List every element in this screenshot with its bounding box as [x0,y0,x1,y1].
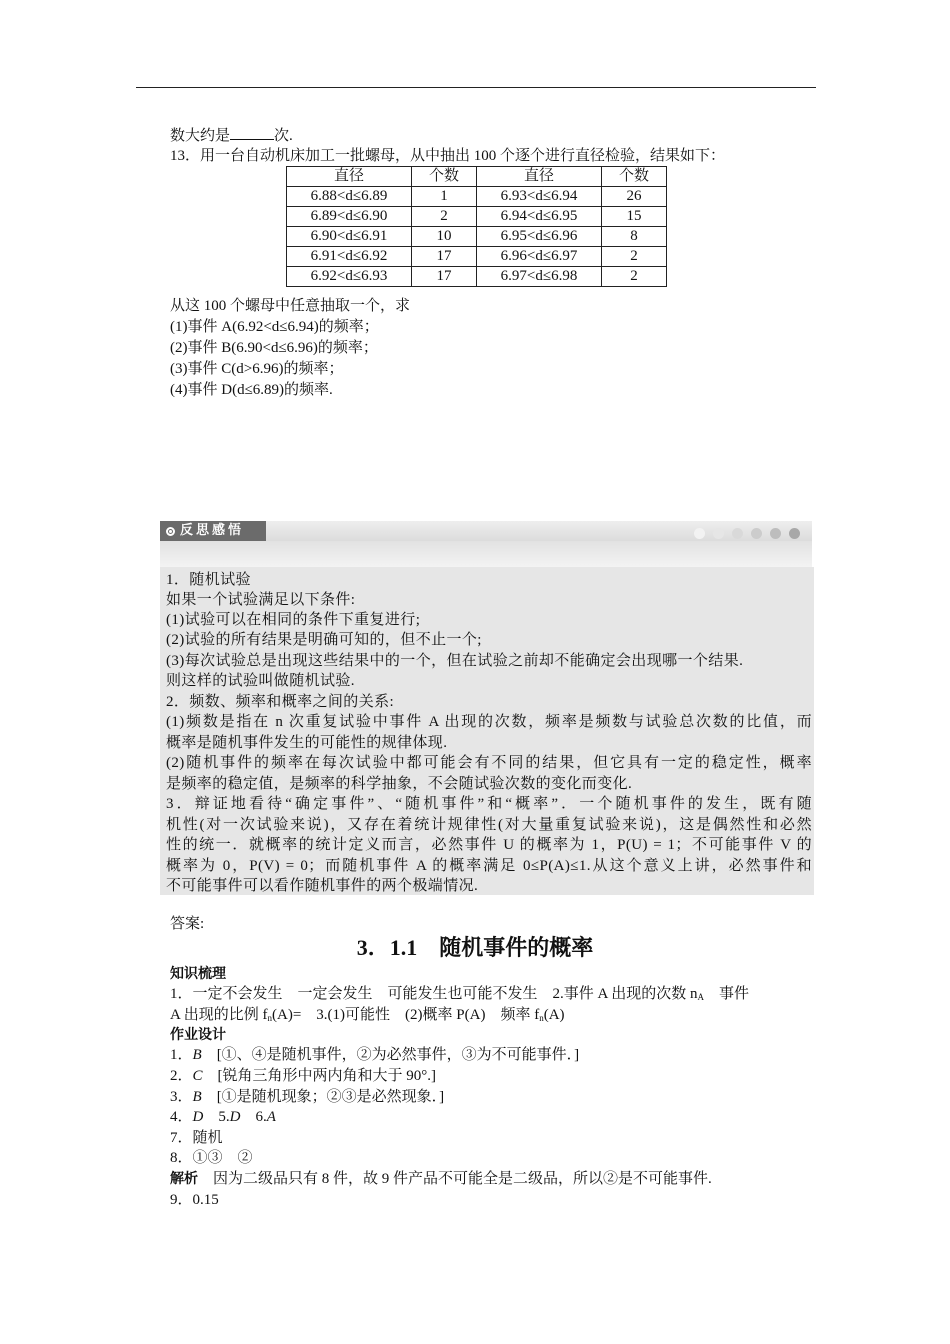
summary-line: 1．随机试验 [166,572,251,588]
answer-items-4-6: 4．D 5.D 6.A [170,1109,276,1125]
knowledge-heading: 知识梳理 [170,966,226,982]
dot-icon [770,528,781,539]
answer-item-7: 7．随机 [170,1130,223,1146]
answer-item-3: 3．B [①是随机现象；②③是必然现象．] [170,1089,445,1105]
table-cell: 15 [602,207,667,227]
dot-icon [751,528,762,539]
question-1: (1)事件 A(6.92<d≤6.94)的频率； [170,319,379,335]
summary-line: (2)试验的所有结果是明确可知的，但不止一个; [166,632,482,648]
summary-line: (3)每次试验总是出现这些结果中的一个，但在试验之前却不能确定会出现哪一个结果. [166,653,744,669]
answer-item-8: 8．①③ ② [170,1150,253,1166]
table-row [287,207,667,227]
problem-13-stem: 13．用一台自动机床加工一批螺母，从中抽出 100 个逐个进行直径检验，结果如下： [170,148,726,164]
knowledge-line-2: A 出现的比例 $f_n(A)=$ 3.(1)可能性 (2)概率 P(A) 频率 $f_n(A)$ [170,1007,565,1023]
table-cell: 6.97<d≤6.98 [477,267,602,287]
summary-line: 不可能事件可以看作随机事件的两个极端情况. [166,878,479,894]
table-cell: 17 [412,267,477,287]
summary-line: 概率为 0，P(V) = 0；而随机事件 A 的概率满足 0≤P(A)≤1.从这个意义上讲，必然事件和 [166,858,812,874]
table-cell: 8 [602,227,667,247]
dot-icon [789,528,800,539]
table-cell: 6.96<d≤6.97 [477,247,602,267]
table-cell: 17 [412,247,477,267]
table-header: 个数 [602,167,667,187]
banner-shade [160,541,812,567]
table-header: 直径 [287,167,412,187]
question-4: (4)事件 D(d≤6.89)的频率. [170,382,333,398]
table-cell: 2 [602,267,667,287]
table-cell: 6.92<d≤6.93 [287,267,412,287]
summary-line: 概率是随机事件发生的可能性的规律体现. [166,735,448,751]
dot-icon [732,528,743,539]
table-row [287,227,667,247]
target-circle-icon [166,527,175,536]
table-header-row [287,167,667,187]
table-row [287,267,667,287]
table-row [287,187,667,207]
summary-line: (1)频数是指在 n 次重复试验中事件 A 出现的次数，频率是频数与试验总次数的比值，而 [166,714,812,730]
question-2: (2)事件 B(6.90<d≤6.96)的频率； [170,340,378,356]
answer-item-1: 1．B [①、④是随机事件，②为必然事件，③为不可能事件．] [170,1047,580,1063]
answer-analysis: 解析 因为二级品只有 8 件，故 9 件产品不可能全是二级品，所以②是不可能事件. [170,1171,712,1187]
table-cell: 6.95<d≤6.96 [477,227,602,247]
problem-13-prompt: 从这 100 个螺母中任意抽取一个，求 [170,298,411,314]
summary-line: (1)试验可以在相同的条件下重复进行; [166,612,421,628]
section-heading: 3．1.1 随机事件的概率 [356,935,594,961]
answers-label: 答案: [170,916,205,932]
table-cell: 6.88<d≤6.89 [287,187,412,207]
table-cell: 1 [412,187,477,207]
question-3: (3)事件 C(d>6.96)的频率； [170,361,344,377]
table-header: 直径 [477,167,602,187]
table-cell: 6.94<d≤6.95 [477,207,602,227]
homework-heading: 作业设计 [170,1027,226,1043]
table-header: 个数 [412,167,477,187]
summary-line: 机性(对一次试验来说)，又存在着统计规律性(对大量重复试验来说)，这是偶然性和必然 [166,817,812,833]
answer-blank [230,125,274,140]
problem-12-tail: 数大约是 次. [170,125,293,146]
table-cell: 6.89<d≤6.90 [287,207,412,227]
header-rule [136,87,816,88]
summary-line: 是频率的稳定值，是频率的科学抽象，不会随试验次数的变化而变化. [166,776,633,792]
reflection-tag: 反思感悟 [160,521,266,541]
reflection-summary-box [160,567,814,895]
summary-line: 则这样的试验叫做随机试验. [166,673,355,689]
diameter-table [286,166,667,287]
reflection-banner [160,521,812,541]
table-cell: 6.93<d≤6.94 [477,187,602,207]
summary-line: 性的统一．就概率的统计定义而言，必然事件 U 的概率为 1，P(U) = 1；不可能事件 V 的 [166,837,812,853]
table-row [287,247,667,267]
table-cell: 26 [602,187,667,207]
summary-line: 如果一个试验满足以下条件: [166,592,356,608]
dot-icon [694,528,705,539]
dot-icon [713,528,724,539]
answer-item-2: 2．C [锐角三角形中两内角和大于 90°.] [170,1068,437,1084]
table-cell: 10 [412,227,477,247]
table-cell: 6.91<d≤6.92 [287,247,412,267]
summary-line: 3．辩证地看待“确定事件”、“随机事件”和“概率”．一个随机事件的发生，既有随 [166,796,812,812]
knowledge-line-1: 1．一定不会发生 一定会发生 可能发生也可能不发生 2.事件 A 出现的次数 $n_A$ 事件 [170,986,750,1002]
table-cell: 2 [602,247,667,267]
table-cell: 6.90<d≤6.91 [287,227,412,247]
table-cell: 2 [412,207,477,227]
summary-line: (2)随机事件的频率在每次试验中都可能会有不同的结果，但它具有一定的稳定性，概率 [166,755,812,771]
summary-line: 2．频数、频率和概率之间的关系: [166,694,395,710]
answer-item-9: 9．0.15 [170,1192,219,1208]
